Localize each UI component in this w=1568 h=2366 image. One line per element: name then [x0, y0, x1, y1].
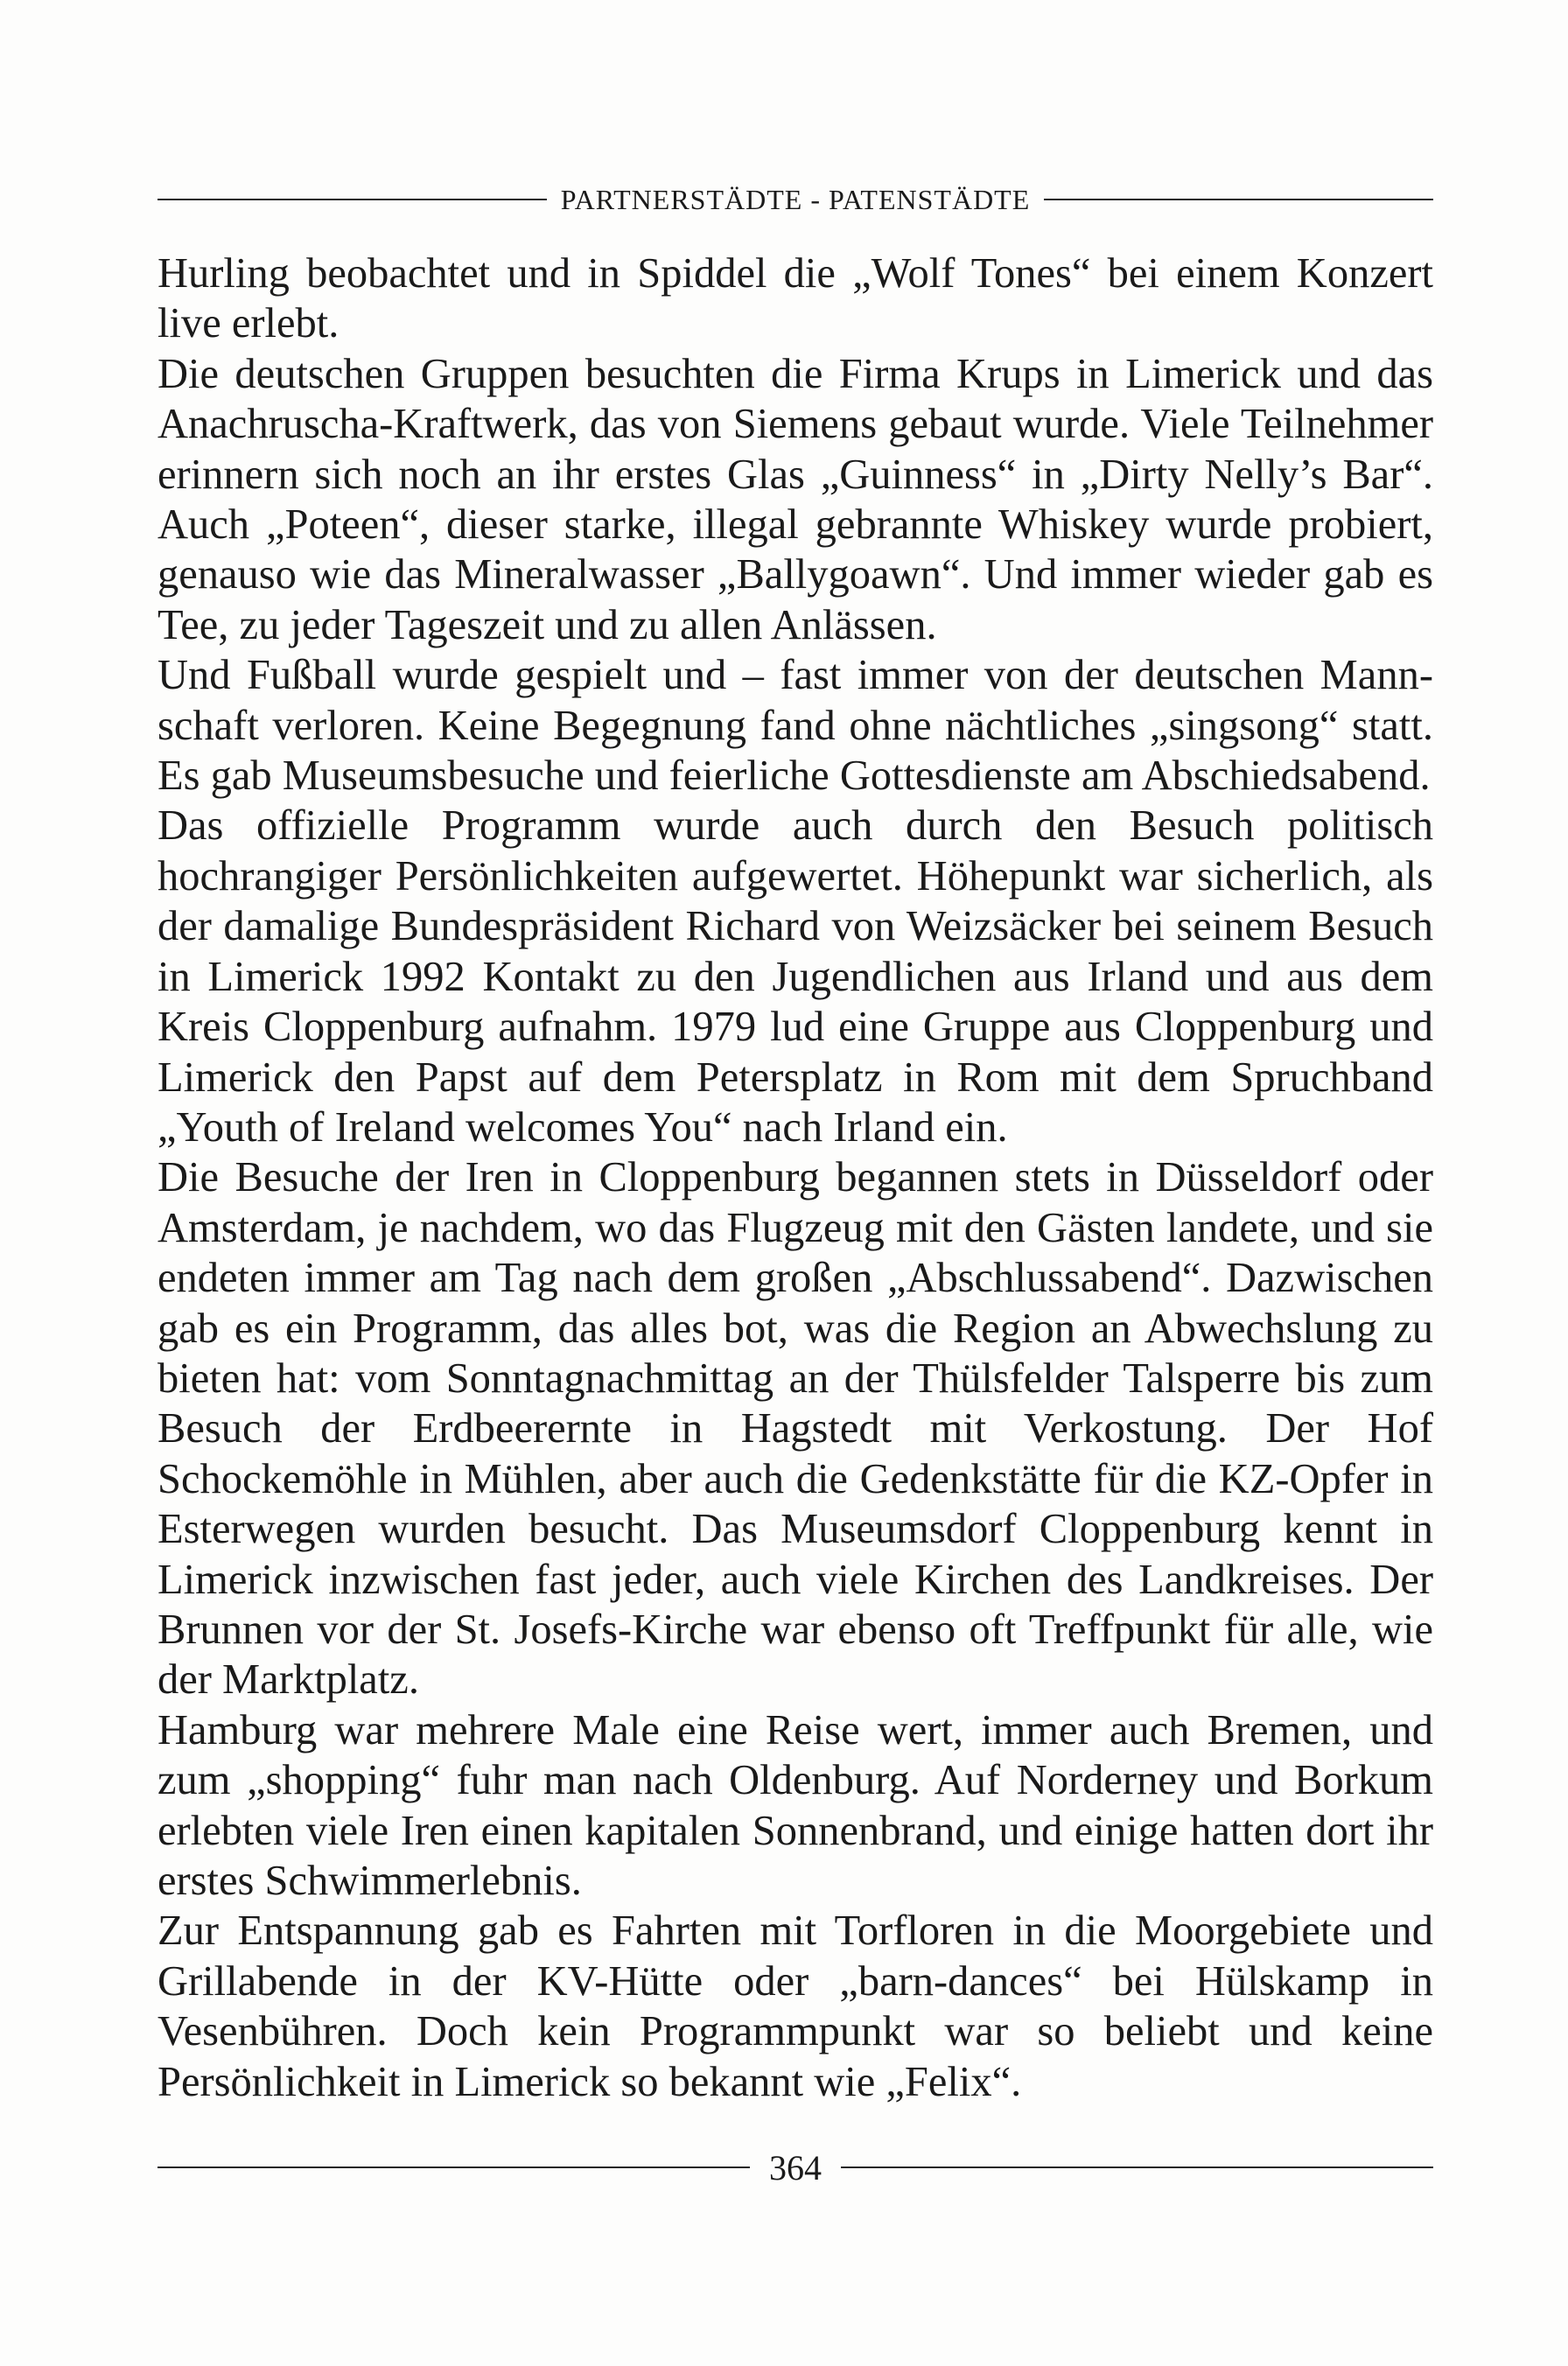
paragraph: Hurling beobachtet und in Spiddel die „Wolf Tones“ bei einem Konzert live erlebt. [158, 250, 1433, 347]
body-text [158, 248, 1433, 2107]
paragraph: Hamburg war mehrere Male eine Reise wert, immer auch Bremen, und zum „shopping“ fuhr man nach Oldenburg. Auf Norderney und Borkum erlebten viele Iren einen kapitalen Sonnenbrand, und einige hatten dort ihr erstes Schwimmerlebnis. [158, 1706, 1433, 1904]
paragraph: Die Besuche der Iren in Cloppenburg begannen stets in Düsseldorf oder Amsterdam, je nachdem, wo das Flugzeug mit den Gästen landete, und sie endeten immer am Tag nach dem großen „Abschlussabend“. Dazwischen gab es ein Programm, das alles bot, was die Region an Abwechslung zu bieten hat: vom Sonntagnachmittag an der Thülsfelder Talsperre bis zum Besuch der Erdbeerernte in Hagstedt mit Verkostung. Der Hof Schockemöhle in Mühlen, aber auch die Gedenkstätte für die KZ-Opfer in Esterwegen wurden besucht. Das Museumsdorf Cloppenburg kennt in Limerick inzwischen fast jeder, auch viele Kirchen des Landkreises. Der Brunnen vor der St. Josefs-Kirche war ebenso oft Treffpunkt für alle, wie der Marktplatz. [158, 1154, 1433, 1704]
paragraph: Und Fußball wurde gespielt und – fast immer von der deutschen Mannschaft verloren. Keine Begegnung fand ohne nächtliches „singsong“ statt. Es gab Museumsbesuche und feierliche Gottesdienste am Abschiedsabend. [158, 652, 1433, 800]
footer-rule-left [158, 2166, 750, 2168]
page-footer [158, 2146, 1433, 2189]
paragraph: Die deutschen Gruppen besuchten die Firma Krups in Limerick und das Anachruscha-Kraftwerk, das von Siemens gebaut wurde. Viele Teilnehmer erinnern sich noch an ihr erstes Glas „Guinness“ in „Dirty Nelly’s Bar“. Auch „Poteen“, dieser starke, illegal gebrannte Whiskey wurde probiert, genauso wie das Mineralwasser „Ballygoawn“. Und immer wieder gab es Tee, zu jeder Tageszeit und zu allen Anlässen. [158, 350, 1433, 648]
header-rule-left [158, 199, 547, 200]
page-number: 364 [769, 2147, 822, 2188]
paragraph: Das offizielle Programm wurde auch durch den Besuch politisch hochrangiger Persönlichkeiten aufgewertet. Höhepunkt war sicherlich, als der damalige Bundespräsident Richard von Weizsäcker bei seinem Besuch in Limerick 1992 Kontakt zu den Jugendlichen aus Irland und aus dem Kreis Cloppenburg aufnahm. 1979 lud eine Gruppe aus Cloppenburg und Limerick den Papst auf dem Petersplatz in Rom mit dem Spruchband „Youth of Ireland welcomes You“ nach Irland ein. [158, 802, 1433, 1151]
paragraph: Zur Entspannung gab es Fahrten mit Torfloren in die Moorgebiete und Grillabende in der KV-Hütte oder „barn-dances“ bei Hülskamp in Vesenbühren. Doch kein Programmpunkt war so beliebt und keine Persönlichkeit in Limerick so bekannt wie „Felix“. [158, 1908, 1433, 2105]
running-header [158, 182, 1433, 217]
footer-rule-right [841, 2166, 1433, 2168]
running-title: PARTNERSTÄDTE - PATENSTÄDTE [560, 183, 1031, 215]
header-rule-right [1044, 199, 1433, 200]
